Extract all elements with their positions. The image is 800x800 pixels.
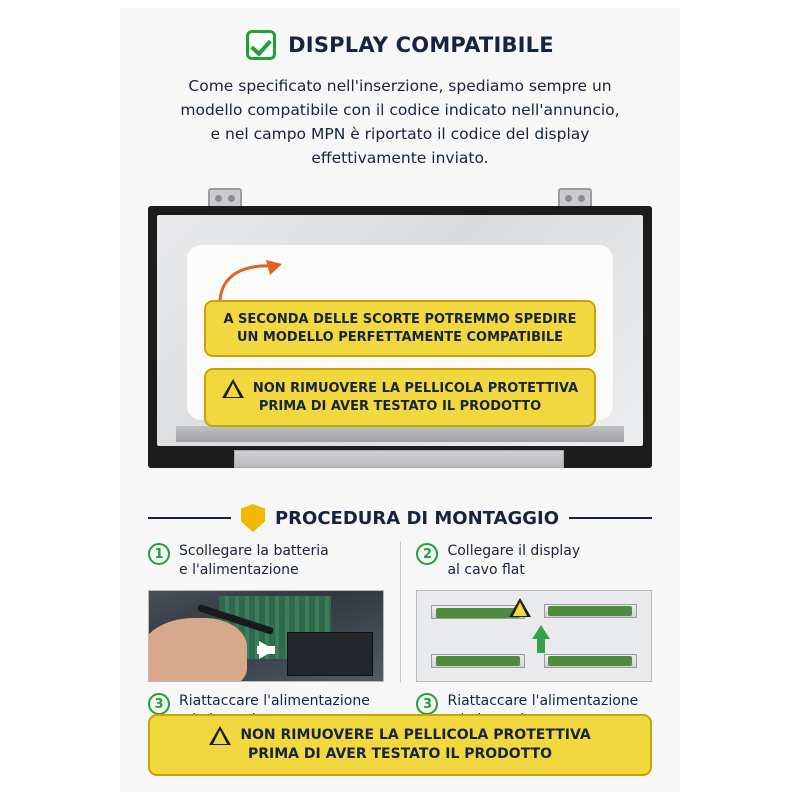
step-2-text: [447, 542, 580, 580]
compatibility-notice-line-1: A SECONDA DELLE SCORTE POTREMMO SPEDIRE: [223, 312, 577, 328]
step-3-right-line-1: Riattaccare l'alimentazione: [447, 693, 639, 710]
divider-left: [148, 517, 231, 519]
compatibility-notice-line-2: UN MODELLO PERFETTAMENTE COMPATIBILE: [236, 329, 564, 345]
step-1-text: [179, 542, 329, 580]
flat-cable-connector-photo: [416, 590, 652, 682]
procedure-title-row: [148, 504, 652, 532]
direction-arrow-icon: [259, 641, 275, 659]
film-warning-box: [204, 368, 596, 427]
header: [120, 8, 680, 60]
step-1: [148, 542, 384, 682]
intro-paragraph: [148, 74, 652, 170]
intro-line-2: modello compatibile con il codice indicato nell'annuncio,: [180, 101, 620, 120]
step-3-left-line-1: Riattaccare l'alimentazione: [179, 693, 370, 710]
content-sheet: [120, 8, 680, 792]
procedure-steps-row-1: [148, 542, 652, 682]
footer-warning-row-1: [158, 726, 642, 745]
step-1-line-2: e l'alimentazione: [179, 561, 299, 578]
flat-cable-bottom-right: [548, 656, 632, 666]
warning-triangle-icon: [209, 726, 231, 745]
laptop-internals-photo: [148, 590, 384, 682]
steps-vertical-divider: [400, 542, 401, 682]
step-1-line-1: Scollegare la batteria: [179, 543, 329, 560]
step-2-line-1: Collegare il display: [447, 543, 581, 560]
footer-warning-line-2: PRIMA DI AVER TESTATO IL PRODOTTO: [247, 746, 553, 763]
warning-triangle-icon: [509, 598, 531, 617]
step-2-line-2: al cavo flat: [447, 561, 525, 578]
check-square-icon: [246, 30, 276, 60]
up-arrow-icon: [532, 625, 550, 639]
step-2-head: [416, 542, 652, 586]
lcd-foot-bar: [234, 450, 564, 468]
procedure-title: PROCEDURA DI MONTAGGIO: [274, 507, 560, 529]
film-warning-line-2: PRIMA DI AVER TESTATO IL PRODOTTO: [258, 399, 542, 415]
shield-icon: [241, 504, 265, 532]
step-1-head: [148, 542, 384, 586]
lcd-bottom-strip: [176, 426, 624, 442]
page-title: DISPLAY COMPATIBILE: [288, 33, 554, 57]
intro-line-4: effettivamente inviato.: [311, 149, 489, 168]
footer-warning-line-1: NON RIMUOVERE LA PELLICOLA PROTETTIVA: [240, 727, 591, 744]
step-2: [416, 542, 652, 682]
step-3-right-number: 3: [416, 693, 438, 715]
step-1-number: 1: [148, 543, 170, 565]
flat-cable-top-right: [548, 606, 632, 616]
step-3-left-number: 3: [148, 693, 170, 715]
film-warning-row-1: [214, 379, 586, 398]
film-warning-line-1: NON RIMUOVERE LA PELLICOLA PROTETTIVA: [252, 380, 579, 396]
compatibility-notice-box: [204, 300, 596, 357]
battery-graphic: [287, 632, 373, 675]
warning-triangle-icon: [222, 379, 244, 398]
flat-cable-bottom-left: [436, 656, 520, 666]
display-illustration: [148, 188, 652, 488]
hand-graphic: [148, 618, 247, 682]
intro-line-3: e nel campo MPN è riportato il codice del display: [210, 125, 590, 144]
intro-line-1: Come specificato nell'inserzione, spediamo sempre un: [188, 77, 612, 95]
step-2-number: 2: [416, 543, 438, 565]
footer-warning-banner: [148, 714, 652, 776]
curved-arrow-icon: [216, 258, 286, 302]
divider-right: [569, 517, 652, 519]
